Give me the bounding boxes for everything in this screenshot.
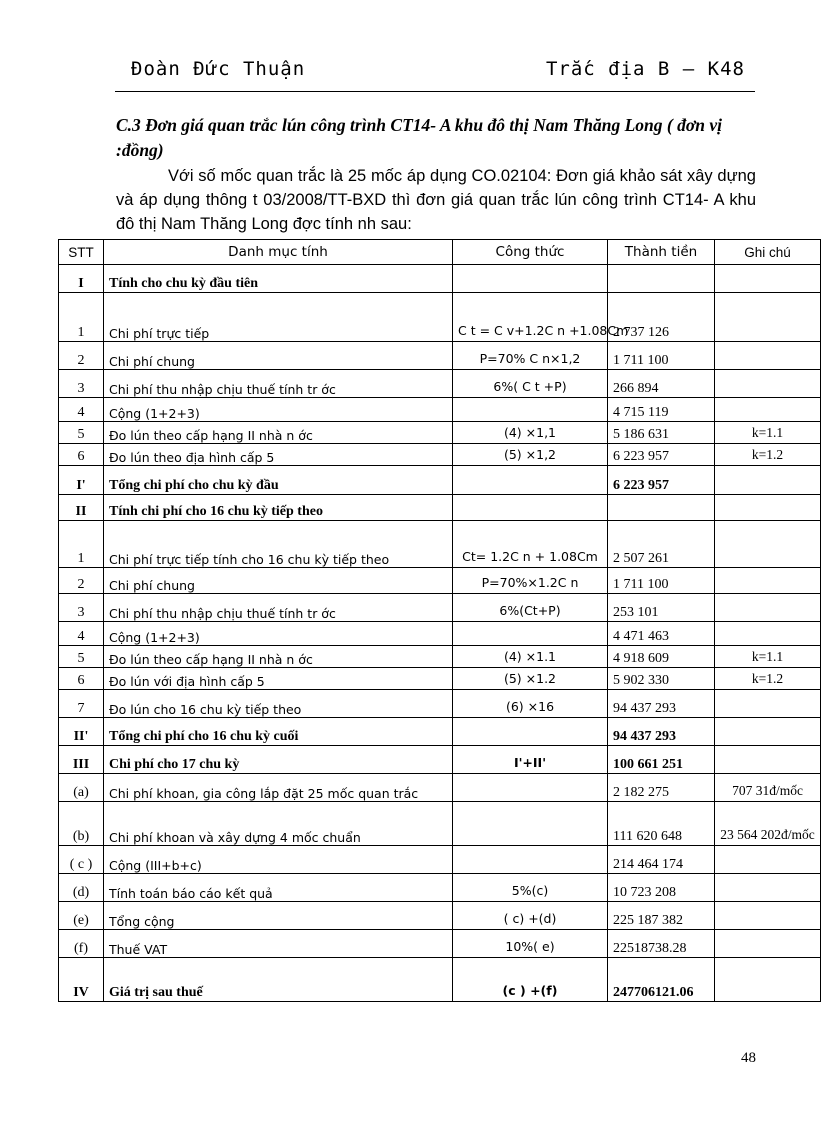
cell-stt: 5 [59, 646, 104, 668]
cell-stt: 2 [59, 568, 104, 594]
header-stt: STT [59, 240, 104, 265]
cell-item: Giá trị sau thuế [104, 958, 453, 1002]
cell-note [715, 398, 821, 422]
table-row [59, 622, 821, 646]
cell-amount: 5 186 631 [608, 422, 715, 444]
cell-note [715, 874, 821, 902]
cell-formula: I'+II' [453, 746, 608, 774]
cell-formula [453, 265, 608, 293]
header-amount: Thành tiền [608, 240, 715, 265]
cell-amount: 1 711 100 [608, 568, 715, 594]
cell-stt: (f) [59, 930, 104, 958]
cell-stt: (d) [59, 874, 104, 902]
cell-note: k=1.1 [715, 422, 821, 444]
cell-note [715, 718, 821, 746]
cell-note: 23 564 202đ/mốc [715, 802, 821, 846]
cell-item: Chi phí cho 17 chu kỳ [104, 746, 453, 774]
cell-note [715, 594, 821, 622]
cell-formula [453, 495, 608, 521]
cell-item: Chi phí trực tiếp tính cho 16 chu kỳ tiếp theo [104, 521, 453, 568]
cell-note [715, 265, 821, 293]
cell-note [715, 690, 821, 718]
cell-item: Chi phí thu nhập chịu thuế tính tr ớc [104, 594, 453, 622]
table-row [59, 568, 821, 594]
table-row [59, 668, 821, 690]
cell-note [715, 622, 821, 646]
cell-item: Chi phí chung [104, 568, 453, 594]
cell-amount: 6 223 957 [608, 444, 715, 466]
cell-item: Chi phí khoan và xây dựng 4 mốc chuẩn [104, 802, 453, 846]
table-row [59, 902, 821, 930]
cell-note [715, 958, 821, 1002]
cell-amount: 5 902 330 [608, 668, 715, 690]
cell-stt: I' [59, 466, 104, 495]
cell-note [715, 521, 821, 568]
cell-amount: 94 437 293 [608, 718, 715, 746]
table-row [59, 718, 821, 746]
header-formula: Công thức [453, 240, 608, 265]
cell-formula: (c ) +(f) [453, 958, 608, 1002]
cell-formula: 5%(c) [453, 874, 608, 902]
cell-stt: (e) [59, 902, 104, 930]
cell-item: Tổng chi phí cho 16 chu kỳ cuối [104, 718, 453, 746]
cell-item: Cộng (1+2+3) [104, 622, 453, 646]
cell-formula: (5) ×1,2 [453, 444, 608, 466]
table-row [59, 342, 821, 370]
cell-stt: 6 [59, 444, 104, 466]
cell-note: k=1.1 [715, 646, 821, 668]
cell-amount [608, 495, 715, 521]
cell-item: Tổng chi phí cho chu kỳ đầu [104, 466, 453, 495]
table-row [59, 646, 821, 668]
cell-item: Cộng (III+b+c) [104, 846, 453, 874]
cell-stt: ( c ) [59, 846, 104, 874]
table-row [59, 930, 821, 958]
table-row [59, 422, 821, 444]
table-row [59, 958, 821, 1002]
cell-item: Đo lún theo cấp hạng II nhà n ớc [104, 646, 453, 668]
cell-item: Đo lún với địa hình cấp 5 [104, 668, 453, 690]
cell-stt: 7 [59, 690, 104, 718]
table-row [59, 521, 821, 568]
table-row [59, 265, 821, 293]
cell-item: Đo lún theo cấp hạng II nhà n ớc [104, 422, 453, 444]
cell-note: 707 31đ/mốc [715, 774, 821, 802]
cell-stt: I [59, 265, 104, 293]
cell-formula [453, 846, 608, 874]
cost-table [58, 239, 821, 1002]
table-row [59, 466, 821, 495]
table-row [59, 874, 821, 902]
cell-amount: 4 471 463 [608, 622, 715, 646]
cell-note: k=1.2 [715, 668, 821, 690]
cell-stt: 1 [59, 521, 104, 568]
cell-amount: 225 187 382 [608, 902, 715, 930]
cell-note [715, 846, 821, 874]
cell-stt: 2 [59, 342, 104, 370]
cell-item: Chi phí thu nhập chịu thuế tính tr ớc [104, 370, 453, 398]
table-row [59, 846, 821, 874]
cell-formula: (5) ×1.2 [453, 668, 608, 690]
table-row [59, 495, 821, 521]
cell-formula [453, 398, 608, 422]
cell-amount: 266 894 [608, 370, 715, 398]
table-row [59, 398, 821, 422]
cell-amount: 22518738.28 [608, 930, 715, 958]
cell-item: Cộng (1+2+3) [104, 398, 453, 422]
table-header-row [59, 240, 821, 265]
cell-amount: 2 507 261 [608, 521, 715, 568]
cell-formula: ( c) +(d) [453, 902, 608, 930]
cell-note [715, 746, 821, 774]
cell-amount: 6 223 957 [608, 466, 715, 495]
cell-item: Thuế VAT [104, 930, 453, 958]
cell-item: Tính chi phí cho 16 chu kỳ tiếp theo [104, 495, 453, 521]
table-row [59, 594, 821, 622]
cell-amount: 100 661 251 [608, 746, 715, 774]
cell-item: Chi phí chung [104, 342, 453, 370]
cell-formula [453, 802, 608, 846]
cell-stt: III [59, 746, 104, 774]
cell-formula: P=70% C n×1,2 [453, 342, 608, 370]
page-header [115, 56, 749, 86]
intro-paragraph [116, 164, 756, 236]
cell-formula: Ct= 1.2C n + 1.08Cm [453, 521, 608, 568]
table-body [59, 265, 821, 1002]
cell-note [715, 466, 821, 495]
cell-amount [608, 265, 715, 293]
cell-note [715, 495, 821, 521]
cell-amount: 253 101 [608, 594, 715, 622]
cell-note: k=1.2 [715, 444, 821, 466]
cell-amount: 1 711 100 [608, 342, 715, 370]
cell-amount: 214 464 174 [608, 846, 715, 874]
header-author: Đoàn Đức Thuận [131, 58, 306, 80]
cell-amount: 247706121.06 [608, 958, 715, 1002]
cell-stt: II' [59, 718, 104, 746]
cell-note [715, 370, 821, 398]
cell-item: Tính cho chu kỳ đầu tiên [104, 265, 453, 293]
cell-amount: 94 437 293 [608, 690, 715, 718]
cell-item: Tổng cộng [104, 902, 453, 930]
cell-amount: 10 723 208 [608, 874, 715, 902]
cell-item: Đo lún cho 16 chu kỳ tiếp theo [104, 690, 453, 718]
cell-formula: C t = C v+1.2C n +1.08Cm [453, 293, 608, 342]
cell-note [715, 930, 821, 958]
header-divider [115, 91, 755, 92]
cell-stt: (b) [59, 802, 104, 846]
cell-formula: 6%(Ct+P) [453, 594, 608, 622]
cell-amount: 2 737 126 [608, 293, 715, 342]
cell-stt: II [59, 495, 104, 521]
cell-stt: 3 [59, 594, 104, 622]
cell-item: Đo lún theo địa hình cấp 5 [104, 444, 453, 466]
header-note: Ghi chú [715, 240, 821, 265]
intro-text: Với số mốc quan trắc là 25 mốc áp dụng CO.02104: Đơn giá khảo sát xây dựng và áp dụng thông t 03/2008/TT-BXD thì đơn giá quan trắc lún công trình CT14- A khu đô thị Nam Thăng Long đợc tính nh sau: [116, 167, 756, 233]
section-title: C.3 Đơn giá quan trắc lún công trình CT14- A khu đô thị Nam Thăng Long ( đơn vị :đồng) [116, 115, 722, 160]
cell-formula [453, 622, 608, 646]
cell-formula [453, 466, 608, 495]
cell-stt: IV [59, 958, 104, 1002]
table-row [59, 444, 821, 466]
cell-formula: (4) ×1,1 [453, 422, 608, 444]
header-item: Danh mục tính [104, 240, 453, 265]
table-row [59, 293, 821, 342]
cell-note [715, 293, 821, 342]
cell-stt: 4 [59, 398, 104, 422]
cell-formula: (6) ×16 [453, 690, 608, 718]
table-row [59, 774, 821, 802]
cell-stt: (a) [59, 774, 104, 802]
table-row [59, 370, 821, 398]
table-row [59, 746, 821, 774]
cell-note [715, 568, 821, 594]
header-course: Trắc địa B – K48 [545, 58, 745, 80]
cell-stt: 4 [59, 622, 104, 646]
cell-stt: 1 [59, 293, 104, 342]
cell-note [715, 902, 821, 930]
cell-formula: P=70%×1.2C n [453, 568, 608, 594]
cell-formula [453, 774, 608, 802]
cell-stt: 6 [59, 668, 104, 690]
cell-stt: 3 [59, 370, 104, 398]
cell-amount: 4 715 119 [608, 398, 715, 422]
cell-formula: (4) ×1.1 [453, 646, 608, 668]
cell-amount: 2 182 275 [608, 774, 715, 802]
cell-note [715, 342, 821, 370]
cell-amount: 111 620 648 [608, 802, 715, 846]
cell-stt: 5 [59, 422, 104, 444]
table-row [59, 690, 821, 718]
cell-amount: 4 918 609 [608, 646, 715, 668]
table-row [59, 802, 821, 846]
page-number: 48 [741, 1050, 756, 1066]
cell-item: Chi phí trực tiếp [104, 293, 453, 342]
cell-formula [453, 718, 608, 746]
cell-formula: 10%( e) [453, 930, 608, 958]
cell-formula: 6%( C t +P) [453, 370, 608, 398]
cell-item: Chi phí khoan, gia công lắp đặt 25 mốc quan trắc [104, 774, 453, 802]
cell-item: Tính toán báo cáo kết quả [104, 874, 453, 902]
